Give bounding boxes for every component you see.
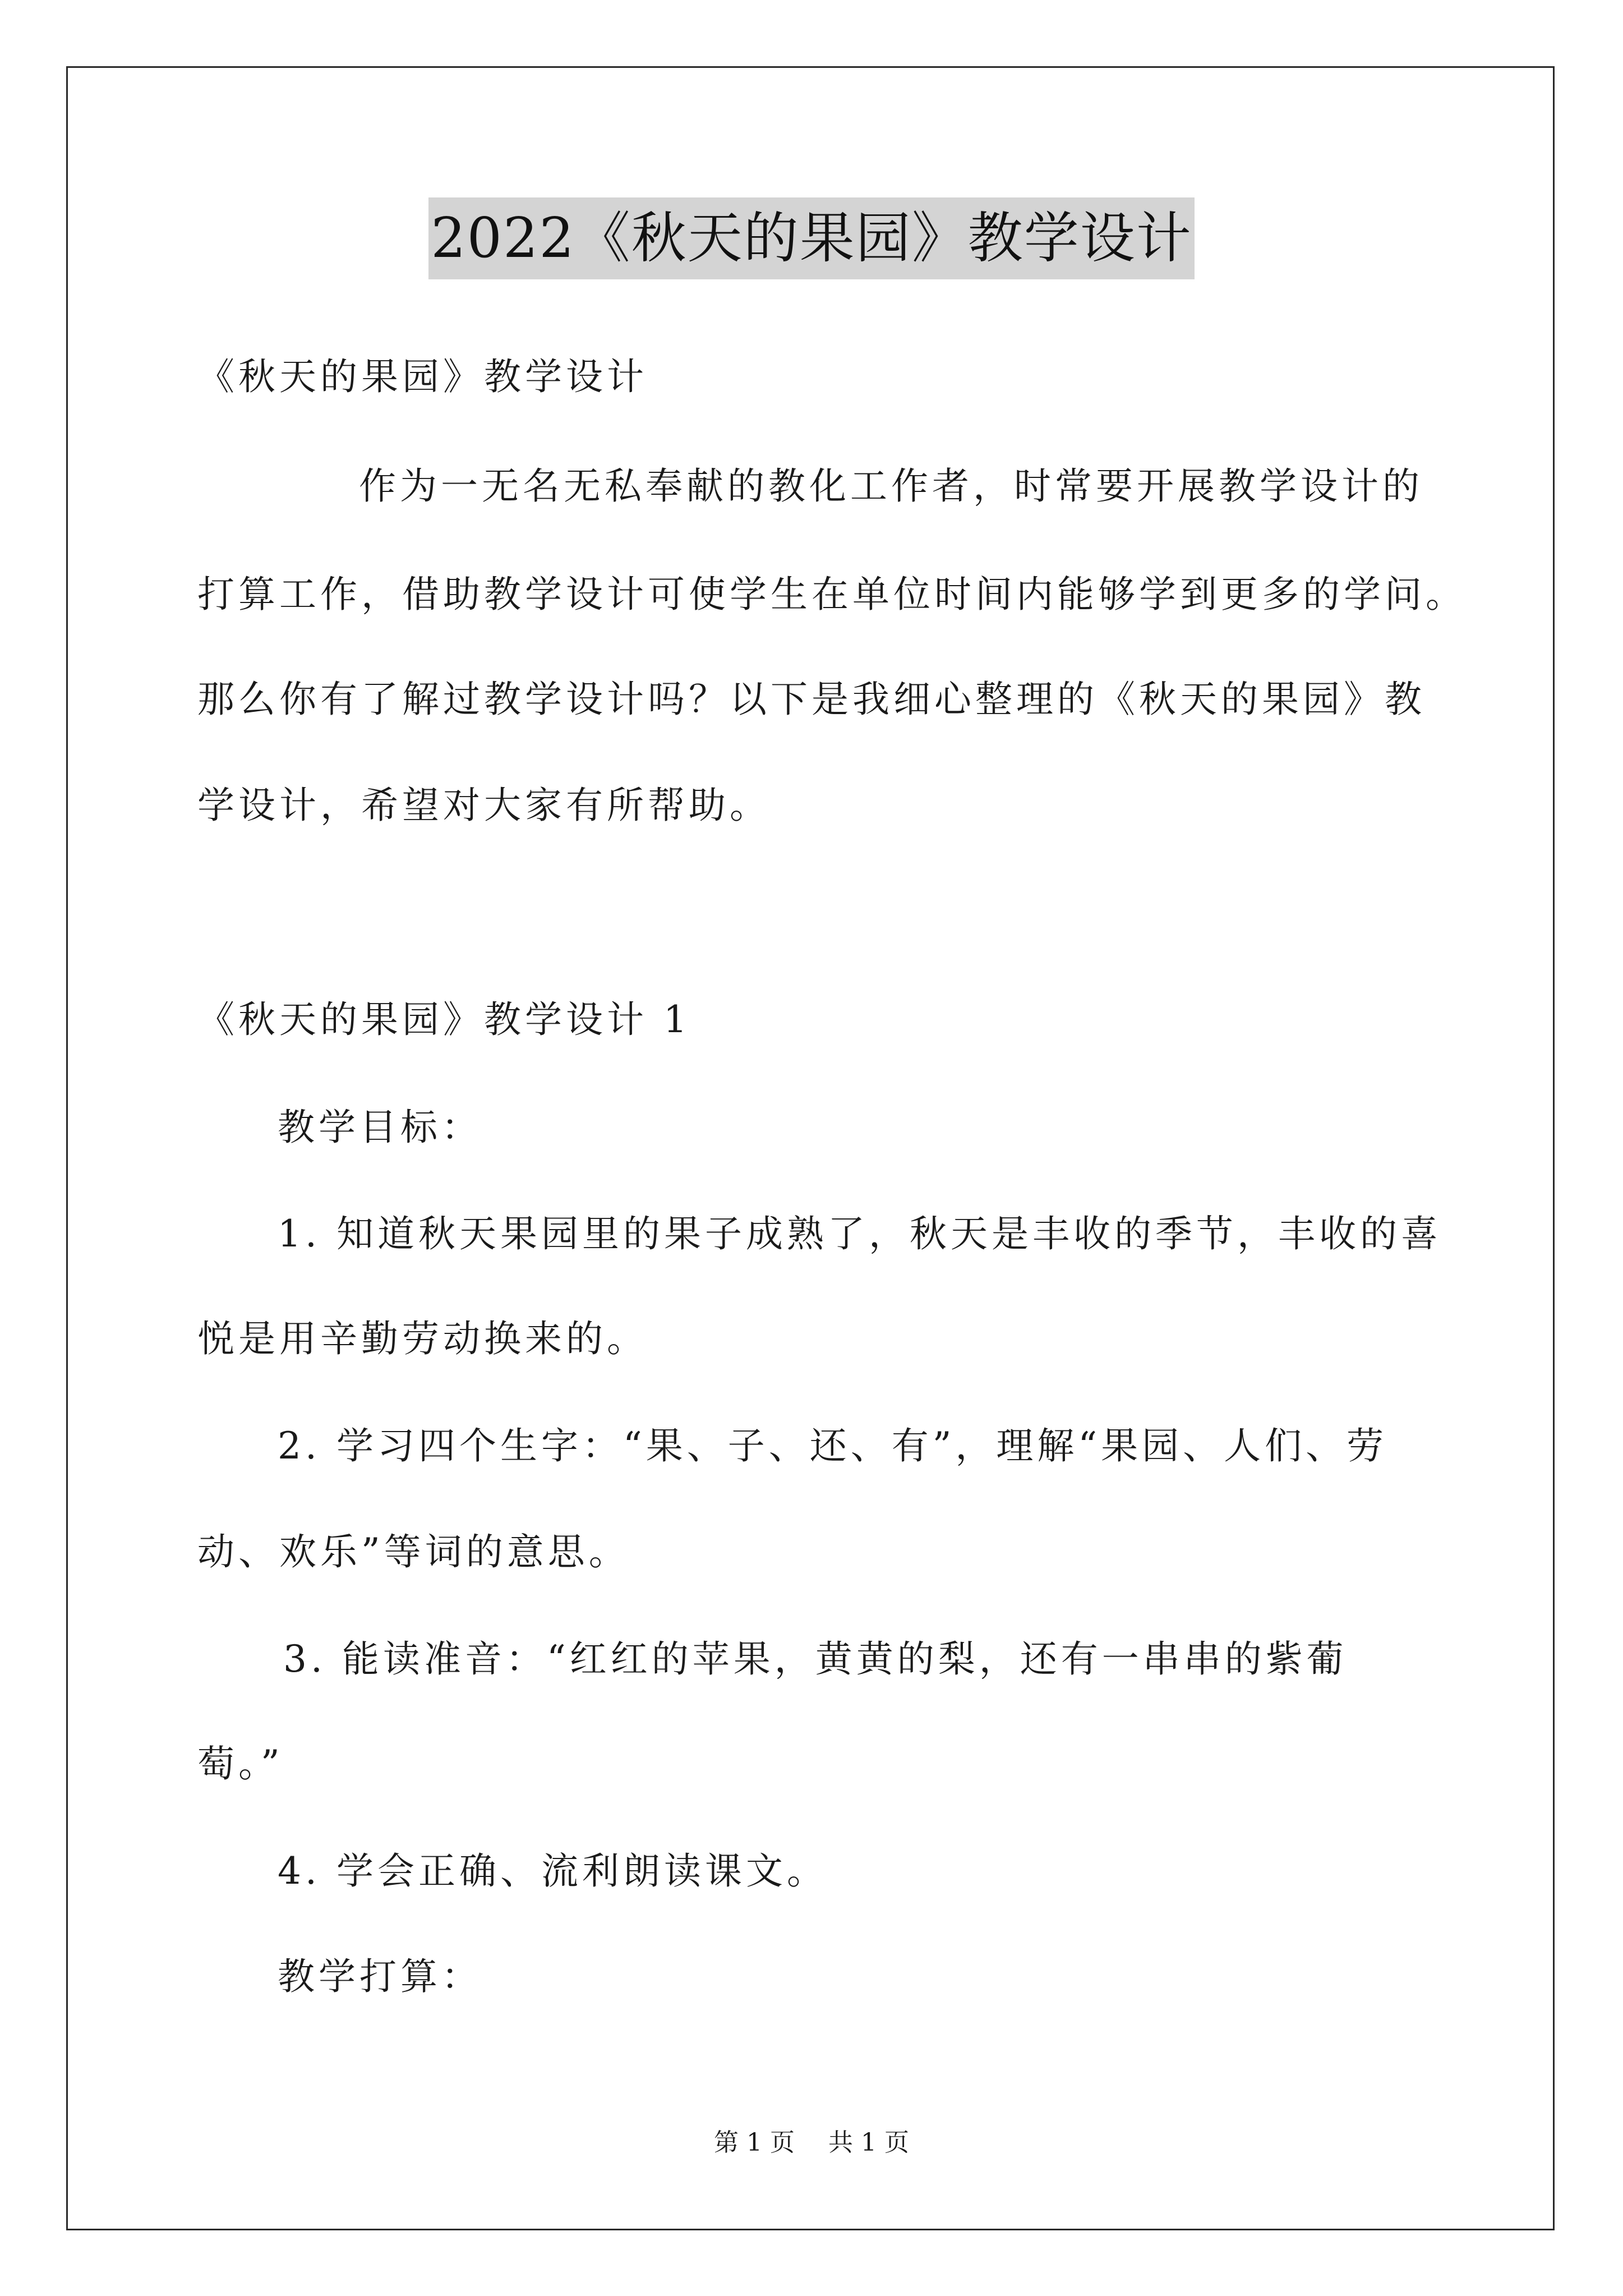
goal-line-7: 4. 学会正确、流利朗读课文。 — [278, 1849, 828, 1893]
intro-line-1: 作为一无名无私奉献的教化工作者，时常要开展教学设计的 — [359, 464, 1423, 508]
page-total: 共 1 页 — [828, 2128, 909, 2157]
prep-heading: 教学打算： — [278, 1955, 482, 1998]
page-footer — [0, 2126, 1623, 2160]
goal-line-4: 动、欢乐”等词的意思。 — [197, 1530, 630, 1573]
goal-line-3: 2. 学习四个生字：“果、子、还、有”，理解“果园、人们、劳 — [278, 1424, 1388, 1467]
goal-line-5: 3. 能读准音：“红红的苹果，黄黄的梨，还有一串串的紫葡 — [283, 1637, 1348, 1681]
intro-line-4: 学设计，希望对大家有所帮助。 — [197, 784, 771, 827]
intro-line-3: 那么你有了解过教学设计吗？以下是我细心整理的《秋天的果园》教 — [197, 678, 1426, 721]
intro-line-2: 打算工作，借助教学设计可使学生在单位时间内能够学到更多的学问。 — [197, 573, 1467, 616]
goal-line-1: 1. 知道秋天果园里的果子成熟了，秋天是丰收的季节，丰收的喜 — [278, 1212, 1442, 1255]
section-heading: 《秋天的果园》教学设计 1 — [197, 998, 691, 1041]
title-container — [0, 197, 1623, 279]
subtitle: 《秋天的果园》教学设计 — [197, 355, 648, 398]
goal-line-6: 萄。” — [197, 1742, 284, 1786]
goal-line-2: 悦是用辛勤劳动换来的。 — [197, 1317, 648, 1360]
document-title: 2022《秋天的果园》教学设计 — [428, 197, 1194, 279]
goals-heading: 教学目标： — [278, 1106, 482, 1149]
page-number: 第 1 页 — [714, 2128, 795, 2157]
